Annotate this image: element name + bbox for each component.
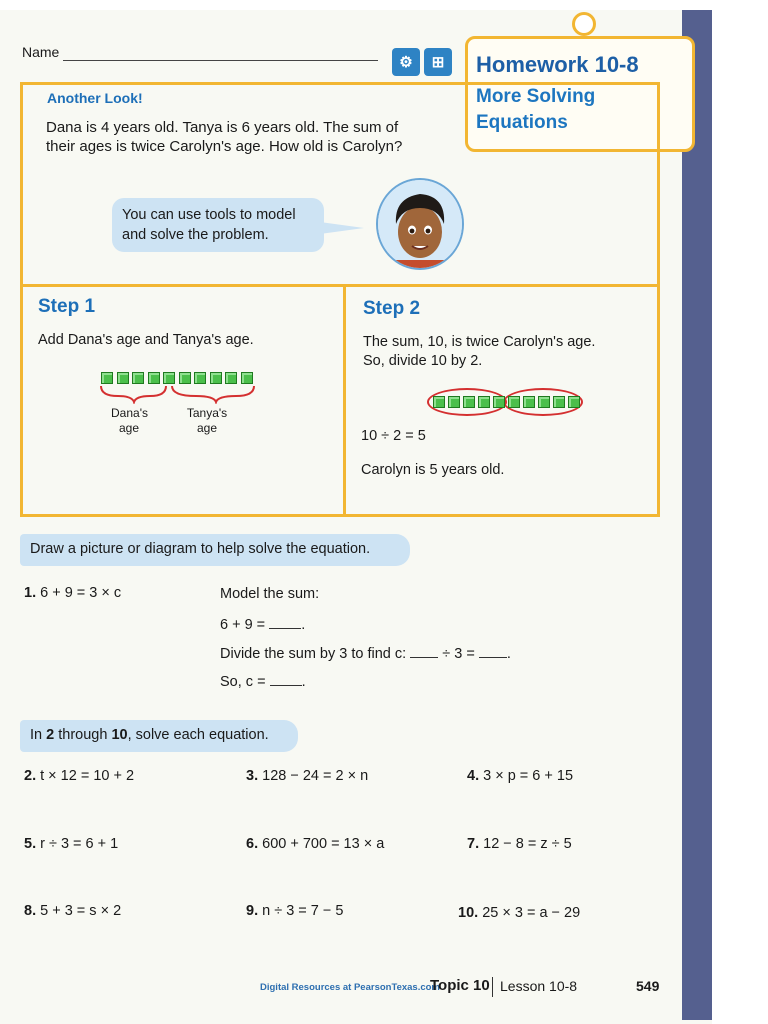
problem-1-equation: 6 + 9 = 3 × c [40,585,122,601]
p1-so-row: So, c = . [220,671,306,690]
digital-resources-link[interactable]: Digital Resources at PearsonTexas.com [260,982,440,993]
problem-10-number: 10. [458,905,479,921]
problem-9-equation: n ÷ 3 = 7 − 5 [262,903,344,919]
unit-cube [117,372,129,384]
problem-3-equation: 128 − 24 = 2 × n [262,768,369,784]
steps-column-divider [343,286,346,515]
problem-5-number: 5. [24,836,37,852]
name-label: Name [22,44,60,60]
problem-8-equation: 5 + 3 = s × 2 [40,903,122,919]
problem-3-number: 3. [246,768,259,784]
digital-resource-icon: ⚙ [392,48,420,76]
problem-10-equation: 25 × 3 = a − 29 [482,905,581,921]
problem-8 [24,903,121,919]
instr2-end: 10 [111,727,128,743]
problem-4 [467,768,573,784]
instr2-post: , solve each equation. [127,727,269,743]
unit-cube [538,396,550,408]
problem-6-equation: 600 + 700 = 13 × a [262,836,385,852]
step1-text: Add Dana's age and Tanya's age. [38,332,254,348]
p1-dividend-blank[interactable] [410,643,438,658]
problem-7-equation: 12 − 8 = z ÷ 5 [483,836,572,852]
avatar-illustration [378,180,462,268]
step2-answer: Carolyn is 5 years old. [361,462,505,478]
step2-equation: 10 ÷ 2 = 5 [361,428,426,444]
lesson-title-line2: Equations [476,112,568,133]
problem-1-number: 1. [24,585,37,601]
footer-topic: Topic 10 [430,977,490,994]
tag-ring-icon [572,12,596,36]
label-tanya [185,406,229,436]
label-tanya-line2: age [196,421,218,435]
page-number: 549 [636,978,660,994]
footer-separator [492,977,493,997]
problem-1 [24,585,121,601]
unit-cube [101,372,113,384]
p1-sum-row: 6 + 9 = . [220,614,305,633]
unit-cube [523,396,535,408]
unit-cube [163,372,175,384]
unit-cube [553,396,565,408]
problem-9 [246,903,343,919]
unit-cube [508,396,520,408]
problem-6 [246,836,384,852]
unit-cube [241,372,253,384]
unit-cube [194,372,206,384]
p1-model-label: Model the sum: [220,586,320,602]
steps-divider [20,284,660,287]
problem-8-number: 8. [24,903,37,919]
instruction-text-1: Draw a picture or diagram to help solve the equation. [30,541,371,557]
step1-braces [96,384,266,404]
unit-cube [179,372,191,384]
lesson-title-line1: More Solving [476,86,596,107]
p1-divide-label: Divide the sum by 3 to find c: [220,646,407,662]
problem-2 [24,768,134,784]
problem-7 [467,836,572,852]
problem-10 [458,905,580,921]
step2-title: Step 2 [363,298,421,319]
p1-sum-blank[interactable] [269,614,301,629]
step2-text-line1: The sum, 10, is twice Carolyn's age. [363,334,596,350]
speech-bubble: You can use tools to model and solve the problem. [112,198,324,252]
step2-text-line2: So, divide 10 by 2. [363,353,483,369]
page-edge-band [682,10,712,1020]
problem-4-number: 4. [467,768,480,784]
label-tanya-line1: Tanya's [186,406,228,420]
problem-7-number: 7. [467,836,480,852]
another-look-problem: Dana is 4 years old. Tanya is 6 years old. The sum of their ages is twice Carolyn's age. How old is Carolyn? [46,119,403,155]
another-look-title: Another Look! [47,90,143,106]
problem-3 [246,768,368,784]
problem-4-equation: 3 × p = 6 + 15 [483,768,574,784]
problem-5 [24,836,118,852]
step1-title: Step 1 [38,296,96,317]
p1-divide-eq: ÷ 3 = [442,646,475,662]
label-dana-line1: Dana's [111,406,148,420]
grid-tools-icon: ⊞ [424,48,452,76]
unit-cube [225,372,237,384]
instr2-mid: through [54,727,112,743]
unit-cube [463,396,475,408]
unit-cube [132,372,144,384]
problem-9-number: 9. [246,903,259,919]
p1-so-label: So, c = [220,674,266,690]
homework-title: Homework 10-8 [476,52,639,77]
unit-cube [493,396,505,408]
name-field-line[interactable] [63,60,378,61]
page-margin-right [712,0,768,1024]
p1-answer-blank[interactable] [270,671,302,686]
instr2-pre: In [30,727,47,743]
speech-bubble-tail [320,222,364,234]
unit-cube [568,396,580,408]
label-dana [111,406,147,436]
unit-cube [210,372,222,384]
footer-lesson: Lesson 10-8 [500,978,578,994]
problem-2-equation: t × 12 = 10 + 2 [40,768,135,784]
p1-sum-label: 6 + 9 = [220,617,266,633]
unit-cube [448,396,460,408]
problem-2-number: 2. [24,768,37,784]
label-dana-line2: age [118,421,140,435]
student-avatar [376,178,464,270]
p1-divide-row: Divide the sum by 3 to find c: ÷ 3 = . [220,643,511,662]
top-margin [0,0,712,10]
problem-6-number: 6. [246,836,259,852]
unit-cube [433,396,445,408]
instr2-start: 2 [46,727,55,743]
p1-quotient-blank[interactable] [479,643,507,658]
unit-cube [148,372,160,384]
problem-5-equation: r ÷ 3 = 6 + 1 [40,836,119,852]
instruction-text-2 [30,727,269,743]
unit-cube [478,396,490,408]
